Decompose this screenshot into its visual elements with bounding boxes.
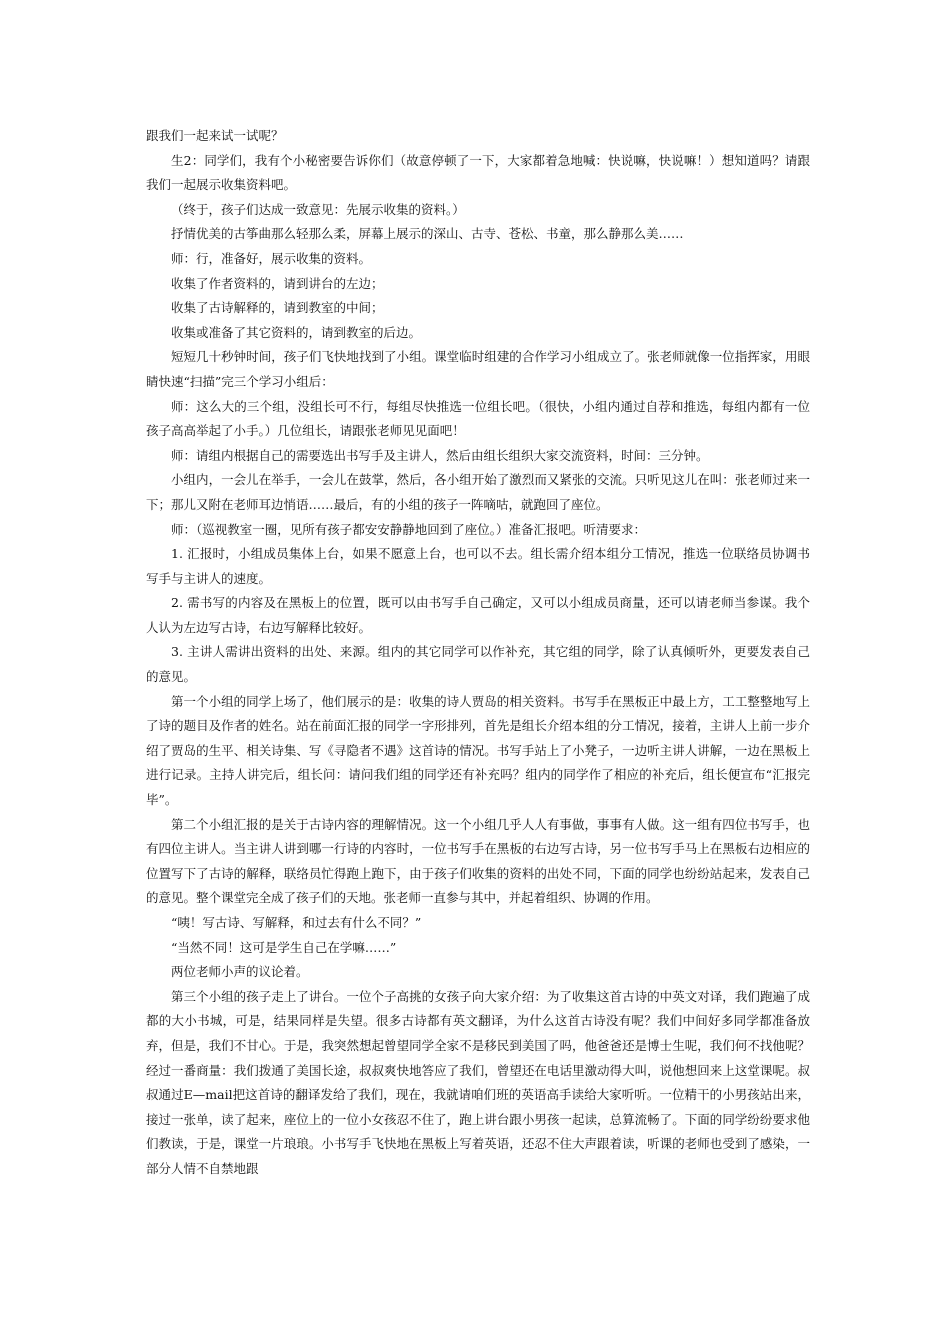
paragraph: 第三个小组的孩子走上了讲台。一位个子高挑的女孩子向大家介绍：为了收集这首古诗的中英文对译，我们跑遍了成都的大小书城，可是，结果同样是失望。很多古诗都有英文翻译，为什么这首古诗没有呢？我们中间好多同学都准备放弃，但是，我们不甘心。于是，我突然想起曾望同学全家不是移民到美国了吗，他爸爸还是博士生呢，我们何不找他呢？经过一番商量：我们拨通了美国长途，叔叔爽快地答应了我们，曾望还在电话里激动得大叫，说他想回来上这堂课呢。叔叔通过E—mail把这首诗的翻译发给了我们，现在，我就请咱们班的英语高手读给大家听听。一位精干的小男孩站出来，接过一张单，读了起来，座位上的一位小女孩忍不住了，跑上讲台跟小男孩一起读，总算流畅了。下面的同学纷纷要求他们教读，于是，课堂一片琅琅。小书写手飞快地在黑板上写着英语，还忍不住大声跟着读，听课的老师也受到了感染，一部分人情不自禁地跟 — [146, 988, 810, 1176]
paragraph: 师：请组内根据自己的需要选出书写手及主讲人，然后由组长组织大家交流资料，时间：三分钟。 — [171, 447, 709, 463]
paragraph: 收集或准备了其它资料的，请到教室的后边。 — [171, 324, 422, 340]
paragraph: 2. 需书写的内容及在黑板上的位置，既可以由书写手自己确定，又可以小组成员商量，还可以请老师当参谋。我个人认为左边写古诗，右边写解释比较好。 — [146, 595, 810, 635]
paragraph: 师：（巡视教室一圈，见所有孩子都安安静静地回到了座位。）准备汇报吧。听清要求： — [171, 521, 647, 537]
paragraph: 师：这么大的三个组，没组长可不行，每组尽快推选一位组长吧。（很快，小组内通过自荐和推选，每组内都有一位孩子高高举起了小手。）几位组长，请跟张老师见见面吧！ — [146, 398, 810, 439]
paragraph: 收集了作者资料的，请到讲台的左边； — [171, 275, 384, 291]
paragraph: 1. 汇报时，小组成员集体上台，如果不愿意上台，也可以不去。组长需介绍本组分工情况，推选一位联络员协调书写手与主讲人的速度。 — [146, 546, 810, 586]
paragraph: 小组内，一会儿在举手，一会儿在鼓掌，然后，各小组开始了激烈而又紧张的交流。只听见这儿在叫：张老师过来一下；那儿又附在老师耳边悄语……最后，有的小组的孩子一阵嘀咕，就跑回了座位。 — [146, 472, 810, 512]
paragraph: 第二个小组汇报的是关于古诗内容的理解情况。这一个小组几乎人人有事做，事事有人做。这一组有四位书写手，也有四位主讲人。当主讲人讲到哪一行诗的内容时，一位书写手在黑板的右边写古诗，另一位书写手马上在黑板右边相应的位置写下了古诗的解释，联络员忙得跑上跑下，由于孩子们收集的资料的出处不同，下面的同学也纷纷站起来，发表自己的意见。整个课堂完全成了孩子们的天地。张老师一直参与其中，并起着组织、协调的作用。 — [146, 816, 810, 906]
paragraph: 跟我们一起来试一试呢？ — [146, 128, 284, 143]
paragraph: 短短几十秒钟时间，孩子们飞快地找到了小组。课堂临时组建的合作学习小组成立了。张老师就像一位指挥家，用眼睛快速“扫描”完三个学习小组后： — [146, 349, 810, 389]
paragraph: （终于，孩子们达成一致意见：先展示收集的资料。） — [171, 201, 465, 217]
paragraph: “当然不同！这可是学生自己在学嘛……” — [171, 939, 397, 955]
paragraph: 3. 主讲人需讲出资料的出处、来源。组内的其它同学可以作补充，其它组的同学，除了认真倾听外，更要发表自己的意见。 — [146, 644, 810, 685]
paragraph: 第一个小组的同学上场了，他们展示的是：收集的诗人贾岛的相关资料。书写手在黑板正中最上方，工工整整地写上了诗的题目及作者的姓名。站在前面汇报的同学一字形排列，首先是组长介绍本组的分工情况，接着，主讲人上前一步介绍了贾岛的生平、相关诗集、写《寻隐者不遇》这首诗的情况。书写手站上了小凳子，一边听主讲人讲解，一边在黑板上进行记录。主持人讲完后，组长问：请问我们组的同学还有补充吗？组内的同学作了相应的补充后，组长便宣布“汇报完毕”。 — [146, 693, 810, 808]
paragraph: 抒情优美的古筝曲那么轻那么柔，屏幕上展示的深山、古寺、苍松、书童，那么静那么美…… — [171, 226, 684, 242]
paragraph: 收集了古诗解释的，请到教室的中间； — [171, 300, 384, 316]
paragraph: 师：行，准备好，展示收集的资料。 — [171, 250, 372, 266]
paragraph: 两位老师小声的议论着。 — [171, 964, 309, 980]
paragraph: 生2：同学们，我有个小秘密要告诉你们（故意停顿了一下，大家都着急地喊：快说嘛，快说嘛！）想知道吗？请跟我们一起展示收集资料吧。 — [146, 152, 810, 193]
document-body — [146, 124, 810, 1182]
paragraph: “咦！写古诗、写解释，和过去有什么不同？” — [171, 915, 422, 930]
